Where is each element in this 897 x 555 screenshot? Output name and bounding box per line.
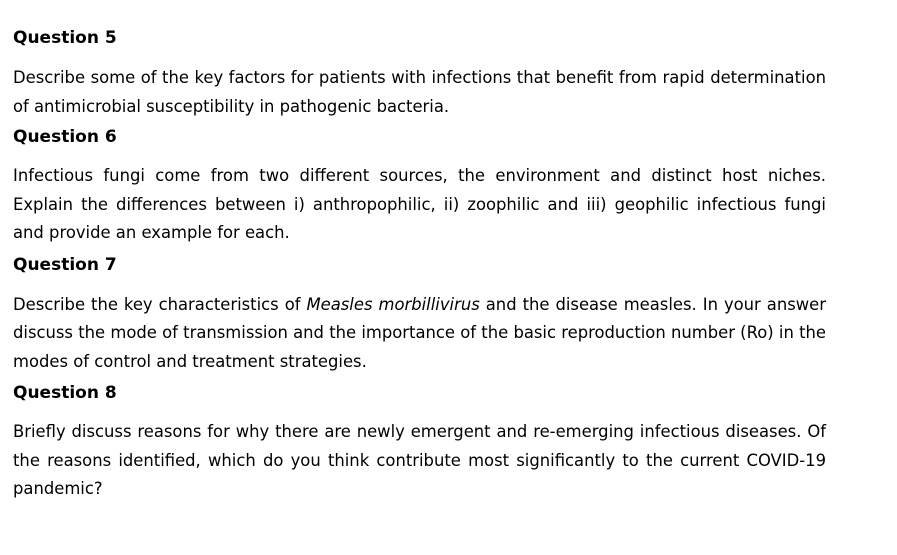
species-name: Measles morbillivirus xyxy=(306,294,480,314)
question-text-segment: and the disease measles. In your answer discuss the mode of transmission and the importance of the basic reproduction number (Ro) in the modes of control and treatment strategies. xyxy=(13,294,826,371)
question-text: Briefly discuss reasons for why there are newly emergent and re-emerging infectious diseases. Of the reasons identified, which do you think contribute most significantly to the current COVID-19 pandemic? xyxy=(13,422,826,498)
question-heading: Question 5 xyxy=(13,28,117,48)
question-text: Describe some of the key factors for patients with infections that benefit from rapid determination of antimicrobial susceptibility in pathogenic bacteria. xyxy=(13,68,826,116)
question-heading: Question 6 xyxy=(13,127,117,147)
question-text: Infectious fungi come from two different sources, the environment and distinct host niches. Explain the differences between i) anthropophilic, ii) zoophilic and iii) geophilic infectious fungi and provide an example for each. xyxy=(13,166,826,242)
question-text-segment: Describe the key characteristics of xyxy=(13,294,307,314)
question-heading: Question 7 xyxy=(13,254,117,275)
question-heading: Question 8 xyxy=(13,383,117,403)
question-text xyxy=(13,291,826,377)
